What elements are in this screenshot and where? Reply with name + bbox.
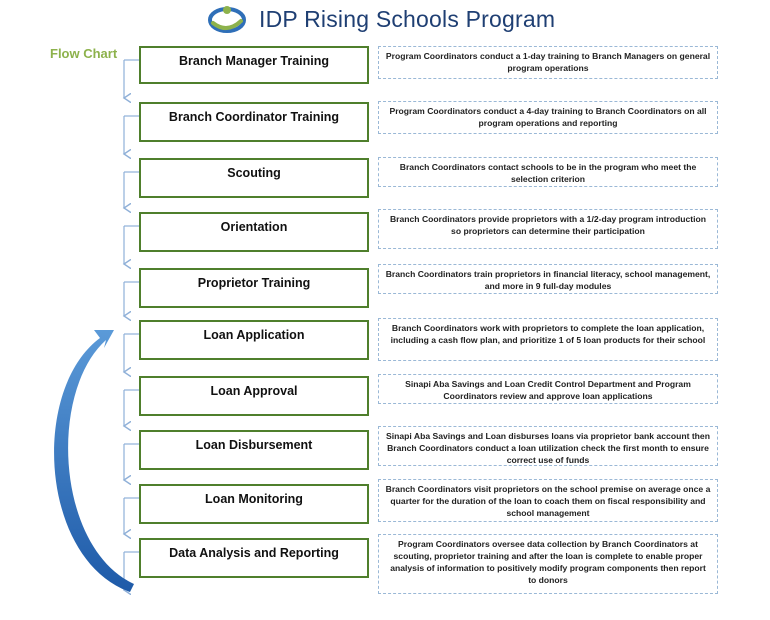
flow-chart-label: Flow Chart [50, 46, 118, 61]
step-box [139, 268, 369, 308]
step-description: Branch Coordinators work with proprietors to complete the loan application, including a cash flow plan, and prioritize 1 of 5 loan products for their school [390, 323, 706, 345]
step-description: Sinapi Aba Savings and Loan Credit Control Department and Program Coordinators review and approve loan applications [405, 379, 691, 401]
step-description: Branch Coordinators visit proprietors on the school premise on average once a quarter for the duration of the loan to coach them on fiscal responsibility and school management [385, 484, 711, 518]
step-description: Branch Coordinators provide proprietors with a 1/2-day program introduction so proprietors can determine their participation [389, 214, 707, 236]
step-label: Loan Disbursement [195, 438, 313, 452]
step-connector-group [124, 60, 139, 590]
step-label: Data Analysis and Reporting [169, 546, 339, 560]
loop-back-arrow [54, 330, 134, 592]
step-label: Orientation [220, 220, 288, 234]
step-description-box [378, 264, 718, 294]
step-description-box [378, 101, 718, 134]
step-description-box [378, 479, 718, 522]
step-description: Program Coordinators oversee data collection by Branch Coordinators at scouting, proprietor training and after the loan is complete to enable proper analysis of information to positively modify program components then report to donors [390, 539, 706, 585]
step-box [139, 158, 369, 198]
step-description: Program Coordinators conduct a 1-day training to Branch Managers on general program operations [385, 51, 711, 73]
step-description: Branch Coordinators train proprietors in financial literacy, school management, and more in 9 full-day modules [385, 269, 711, 291]
step-description-box [378, 318, 718, 361]
step-box [139, 102, 369, 142]
step-box [139, 212, 369, 252]
step-box [139, 320, 369, 360]
step-label: Loan Application [203, 328, 305, 342]
step-description: Program Coordinators conduct a 4-day training to Branch Coordinators on all program operations and reporting [389, 106, 707, 128]
step-description-box [378, 157, 718, 187]
step-label: Loan Approval [210, 384, 298, 398]
step-description-box [378, 209, 718, 249]
step-label: Loan Monitoring [205, 492, 303, 506]
step-description-box [378, 374, 718, 404]
step-box [139, 430, 369, 470]
page-title: IDP Rising Schools Program [259, 5, 556, 32]
step-box [139, 484, 369, 524]
step-label: Branch Coordinator Training [168, 110, 340, 124]
step-box [139, 46, 369, 84]
step-label: Proprietor Training [197, 276, 311, 290]
step-description-box [378, 426, 718, 466]
step-description-box [378, 46, 718, 79]
step-description-box [378, 534, 718, 594]
step-label: Scouting [227, 166, 281, 180]
step-description: Sinapi Aba Savings and Loan disburses loans via proprietor bank account then Branch Coordinators conduct a loan utilization check the first month to ensure correct use of funds [386, 431, 710, 465]
step-box [139, 376, 369, 416]
step-description: Branch Coordinators contact schools to be in the program who meet the selection criterion [399, 162, 697, 184]
step-box [139, 538, 369, 578]
step-label: Branch Manager Training [178, 54, 330, 68]
